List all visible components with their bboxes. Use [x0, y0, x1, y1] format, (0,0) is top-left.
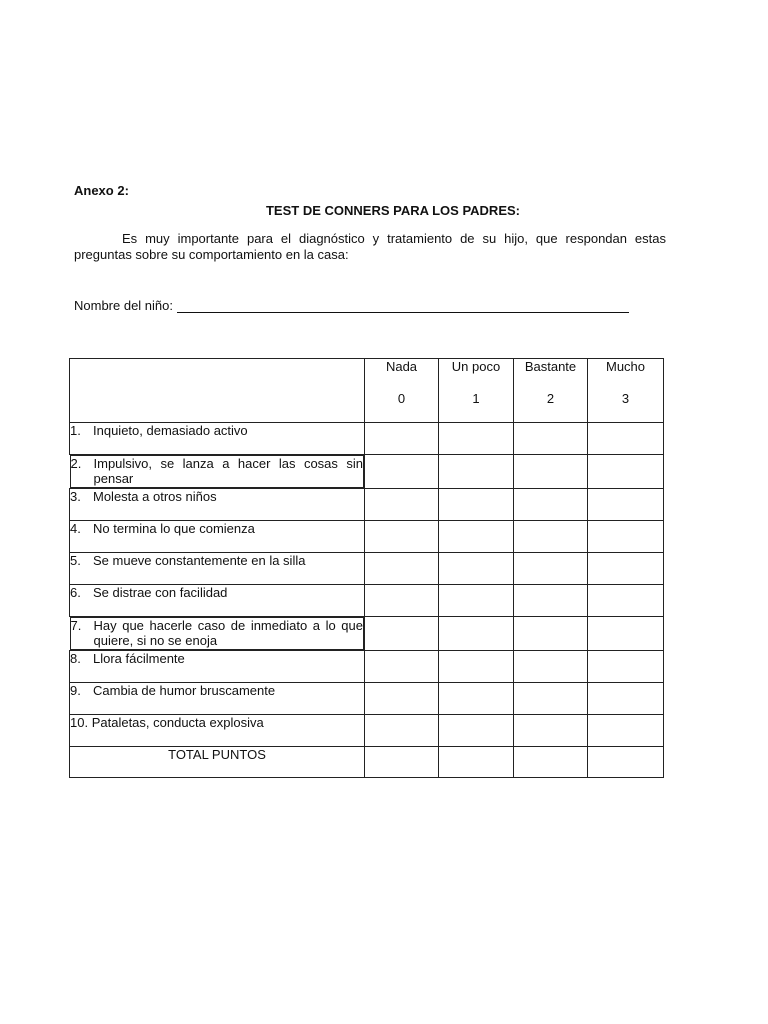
answer-cell-mucho[interactable]	[588, 489, 664, 521]
answer-cell-nada[interactable]	[365, 585, 439, 617]
answer-cell-nada[interactable]	[365, 683, 439, 715]
answer-cell-mucho[interactable]	[588, 617, 664, 651]
total-cell-bastante[interactable]	[514, 747, 588, 778]
table-row	[70, 651, 664, 683]
answer-cell-bastante[interactable]	[514, 521, 588, 553]
question-cell	[70, 489, 365, 521]
total-label: TOTAL PUNTOS	[70, 747, 365, 778]
table-row	[70, 553, 664, 585]
question-text: Llora fácilmente	[93, 651, 185, 666]
answer-cell-nada[interactable]	[365, 617, 439, 651]
child-name-blank[interactable]	[177, 300, 629, 313]
answer-cell-un-poco[interactable]	[439, 553, 514, 585]
answer-cell-bastante[interactable]	[514, 651, 588, 683]
page-title: TEST DE CONNERS PARA LOS PADRES:	[265, 203, 520, 218]
question-number: 9.	[70, 683, 81, 698]
answer-cell-nada[interactable]	[365, 715, 439, 747]
answer-cell-un-poco[interactable]	[439, 489, 514, 521]
table-row	[70, 683, 664, 715]
header-cell-bastante	[514, 359, 588, 423]
answer-cell-bastante[interactable]	[514, 553, 588, 585]
question-cell	[70, 617, 365, 650]
answer-cell-un-poco[interactable]	[439, 423, 514, 455]
answer-cell-nada[interactable]	[365, 455, 439, 489]
header-cell-nada	[365, 359, 439, 423]
answer-cell-mucho[interactable]	[588, 715, 664, 747]
answer-cell-un-poco[interactable]	[439, 683, 514, 715]
answer-cell-mucho[interactable]	[588, 455, 664, 489]
answer-cell-bastante[interactable]	[514, 585, 588, 617]
question-text: No termina lo que comienza	[93, 521, 255, 536]
intro-text: Es muy importante para el diagnóstico y tratamiento de su hijo, que respondan estas preguntas sobre su comportamiento en la casa:	[74, 231, 666, 262]
answer-cell-mucho[interactable]	[588, 521, 664, 553]
question-cell	[70, 553, 365, 585]
intro-paragraph	[74, 231, 666, 263]
answer-cell-bastante[interactable]	[514, 489, 588, 521]
answer-cell-mucho[interactable]	[588, 585, 664, 617]
question-number: 8.	[70, 651, 81, 666]
column-score: 2	[546, 391, 555, 406]
answer-cell-bastante[interactable]	[514, 617, 588, 651]
column-score: 1	[472, 391, 480, 406]
question-number: 5.	[70, 553, 81, 568]
answer-cell-bastante[interactable]	[514, 715, 588, 747]
answer-cell-un-poco[interactable]	[439, 455, 514, 489]
column-label: Nada	[385, 359, 418, 374]
question-cell	[70, 455, 365, 488]
question-cell	[70, 715, 365, 747]
question-text: Inquieto, demasiado activo	[93, 423, 248, 438]
question-cell	[70, 423, 365, 455]
answer-cell-nada[interactable]	[365, 651, 439, 683]
answer-cell-un-poco[interactable]	[439, 715, 514, 747]
annex-label: Anexo 2:	[74, 183, 129, 198]
question-text: Hay que hacerle caso de inmediato a lo que quiere, si no se enoja	[93, 618, 363, 648]
column-score: 3	[621, 391, 630, 406]
table-row	[70, 715, 664, 747]
question-number: 3.	[70, 489, 81, 504]
answer-cell-un-poco[interactable]	[439, 585, 514, 617]
question-cell	[70, 585, 365, 617]
question-text: Molesta a otros niños	[93, 489, 217, 504]
question-text: Pataletas, conducta explosiva	[91, 715, 264, 730]
conners-table	[69, 358, 664, 778]
column-score: 0	[397, 391, 406, 406]
answer-cell-nada[interactable]	[365, 423, 439, 455]
question-text: Impulsivo, se lanza a hacer las cosas sin pensar	[93, 456, 363, 486]
total-cell-mucho[interactable]	[588, 747, 664, 778]
table-row	[70, 423, 664, 455]
answer-cell-bastante[interactable]	[514, 423, 588, 455]
header-cell-mucho	[588, 359, 664, 423]
table-row	[70, 585, 664, 617]
total-row	[70, 747, 664, 778]
answer-cell-mucho[interactable]	[588, 553, 664, 585]
question-text: Cambia de humor bruscamente	[93, 683, 276, 698]
total-cell-un-poco[interactable]	[439, 747, 514, 778]
table-row	[70, 521, 664, 553]
question-text: Se mueve constantemente en la silla	[93, 553, 306, 568]
question-number: 2.	[70, 456, 82, 471]
table-row	[70, 617, 664, 651]
question-number: 6.	[70, 585, 81, 600]
question-number: 4.	[70, 521, 81, 536]
column-label: Un poco	[451, 359, 501, 374]
question-cell	[70, 683, 365, 715]
answer-cell-bastante[interactable]	[514, 683, 588, 715]
table-row	[70, 489, 664, 521]
answer-cell-un-poco[interactable]	[439, 521, 514, 553]
answer-cell-un-poco[interactable]	[439, 617, 514, 651]
question-number: 1.	[70, 423, 81, 438]
table-row	[70, 455, 664, 489]
answer-cell-nada[interactable]	[365, 553, 439, 585]
answer-cell-mucho[interactable]	[588, 651, 664, 683]
question-cell	[70, 521, 365, 553]
header-empty-cell	[70, 359, 365, 423]
answer-cell-nada[interactable]	[365, 489, 439, 521]
column-label: Mucho	[605, 359, 646, 374]
question-number: 10.	[70, 715, 89, 730]
question-number: 7.	[70, 618, 82, 633]
table-header-row	[70, 359, 664, 423]
answer-cell-mucho[interactable]	[588, 683, 664, 715]
answer-cell-un-poco[interactable]	[439, 651, 514, 683]
answer-cell-bastante[interactable]	[514, 455, 588, 489]
question-text: Se distrae con facilidad	[93, 585, 228, 600]
child-name-field	[74, 298, 629, 313]
question-cell	[70, 651, 365, 683]
total-cell-nada[interactable]	[365, 747, 439, 778]
answer-cell-nada[interactable]	[365, 521, 439, 553]
child-name-label: Nombre del niño:	[74, 298, 173, 313]
answer-cell-mucho[interactable]	[588, 423, 664, 455]
column-label: Bastante	[524, 359, 577, 374]
header-cell-un-poco	[439, 359, 514, 423]
